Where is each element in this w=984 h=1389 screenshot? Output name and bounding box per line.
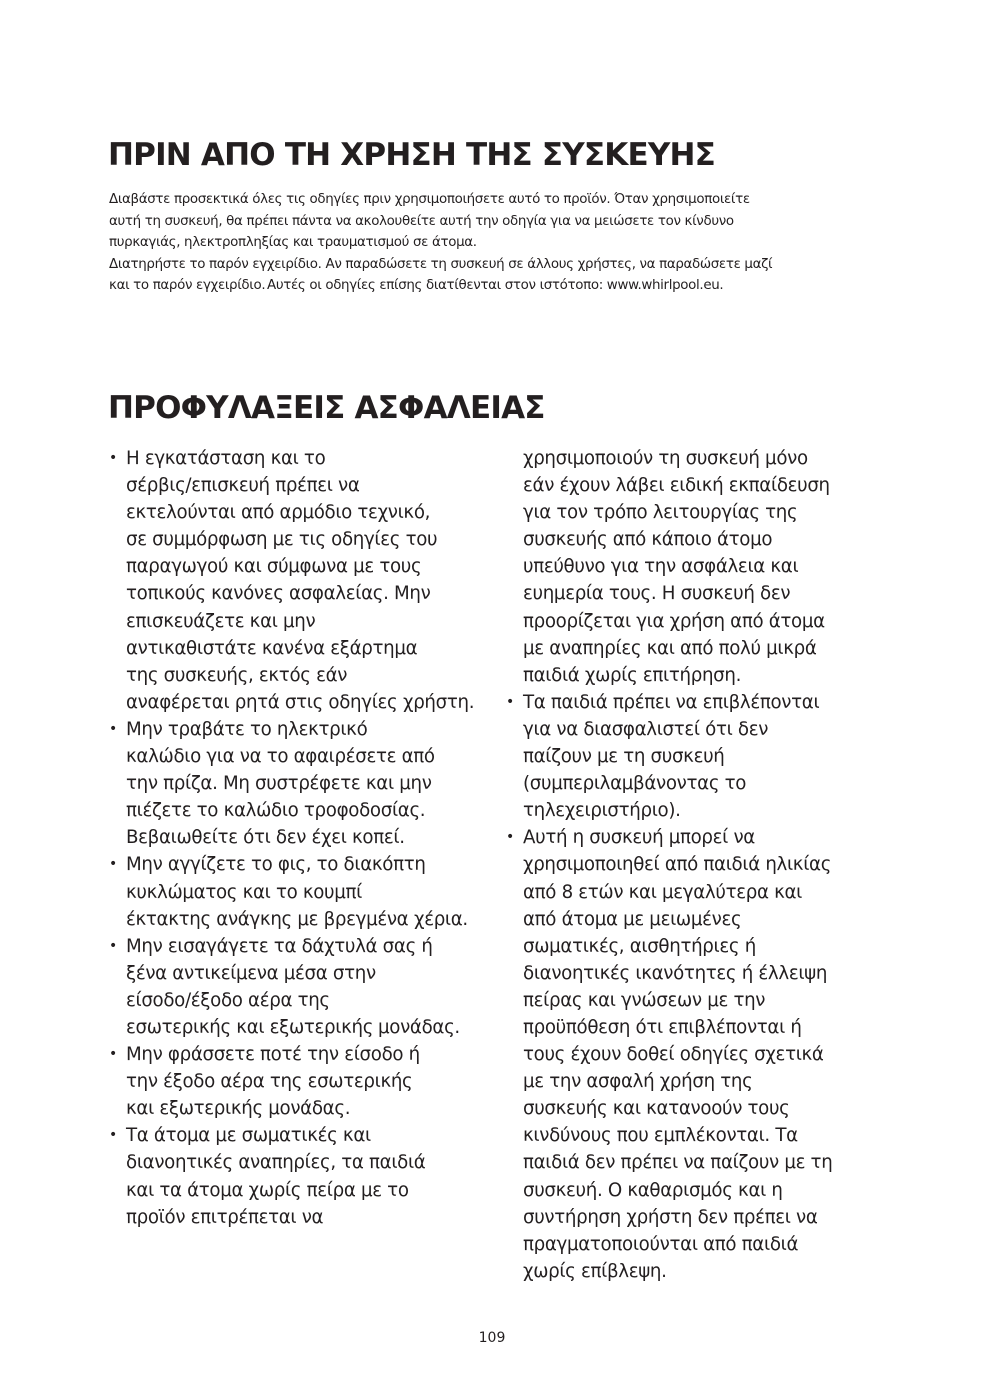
list-item-line: παίζουν με τη συσκευή bbox=[523, 746, 725, 768]
list-item-line: προορίζεται για χρήση από άτομα bbox=[523, 610, 825, 632]
list-item-line: πιέζετε το καλώδιο τροφοδοσίας. bbox=[126, 800, 426, 822]
intro-line: Αυτές οι οδηγίες επίσης διατίθενται στον ιστότοπο: www.whirlpool.eu. bbox=[267, 277, 724, 293]
list-item-line: Μην φράσσετε ποτέ την είσοδο ή bbox=[126, 1044, 420, 1066]
list-item-line: τηλεχειριστήριο). bbox=[523, 800, 681, 822]
list-item-line: Τα παιδιά πρέπει να επιβλέπονται bbox=[523, 691, 820, 713]
list-item-line: τοπικούς κανόνες ασφαλείας. Μην bbox=[126, 583, 431, 605]
list-item-line: προϊόν επιτρέπεται να bbox=[126, 1206, 324, 1228]
list-item-line: χρησιμοποιηθεί από παιδιά ηλικίας bbox=[523, 854, 832, 876]
section-title-safety-precautions: ΠΡΟΦΥΛΑΞΕΙΣ ΑΣΦΑΛΕΙΑΣ bbox=[108, 390, 545, 426]
safety-list-item-continuation bbox=[505, 445, 885, 689]
safety-list-item bbox=[108, 716, 488, 851]
list-item-line: πραγματοποιούνται από παιδιά bbox=[523, 1233, 799, 1255]
safety-list-item bbox=[108, 851, 488, 932]
safety-list-right-column bbox=[505, 445, 885, 1285]
list-item-line: με την ασφαλή χρήση της bbox=[523, 1071, 753, 1093]
list-item-line: διανοητικές ικανότητες ή έλλειψη bbox=[523, 962, 828, 984]
list-item-line: υπεύθυνο για την ασφάλεια και bbox=[523, 556, 799, 578]
list-item-line: ευημερία τους. Η συσκευή δεν bbox=[523, 583, 791, 605]
list-item-line: συσκευή. Ο καθαρισμός και η bbox=[523, 1179, 783, 1201]
list-item-line: Η εγκατάσταση και το bbox=[126, 448, 326, 469]
list-item-line: καλώδιο για να το αφαιρέσετε από bbox=[126, 746, 435, 768]
list-item-line: χέρια. bbox=[413, 908, 468, 930]
list-item-line: είσοδο/έξοδο αέρα της bbox=[126, 989, 330, 1011]
list-item-line: για να διασφαλιστεί ότι δεν bbox=[523, 718, 769, 740]
list-item-line: παιδιά δεν πρέπει να παίζουν με τη bbox=[523, 1152, 833, 1174]
list-item-line: συσκευής και κατανοούν τους bbox=[523, 1098, 790, 1120]
list-item-line: χρήστη. bbox=[402, 691, 474, 713]
intro-line: πυρκαγιάς, ηλεκτροπληξίας και τραυματισμού σε άτομα. bbox=[109, 234, 477, 250]
safety-list-left-column bbox=[108, 445, 488, 1231]
list-item-line: συντήρηση χρήστη δεν πρέπει να bbox=[523, 1206, 818, 1228]
list-item-line: ξένα αντικείμενα μέσα στην bbox=[126, 962, 376, 984]
list-item-line: κινδύνους που εμπλέκονται. Τα bbox=[523, 1125, 798, 1147]
list-item-line: αναφέρεται ρητά στις οδηγίες bbox=[126, 691, 398, 713]
safety-list-item bbox=[108, 1041, 488, 1122]
list-item-line: μονάδας. bbox=[377, 1016, 460, 1038]
list-item-line: παραγωγού και σύμφωνα με τους bbox=[126, 556, 422, 578]
list-item-line: Αυτή η συσκευή μπορεί να bbox=[523, 827, 755, 849]
list-item-line: Τα άτομα με σωματικές και bbox=[126, 1125, 371, 1147]
intro-line: Διατηρήστε το παρόν εγχειρίδιο. Αν παραδώσετε τη συσκευή σε άλλους χρήστες, να παραδώσετε μαζί bbox=[109, 255, 773, 272]
list-item-line: Μην αγγίζετε το φις, το διακόπτη bbox=[126, 854, 426, 876]
safety-list-item bbox=[108, 445, 488, 716]
intro-line: Διαβάστε προσεκτικά όλες τις οδηγίες πριν χρησιμοποιήσετε αυτό το προϊόν. Όταν χρησιμοποιείτε bbox=[109, 191, 750, 207]
list-item-line: την έξοδο αέρα της εσωτερικής bbox=[126, 1071, 413, 1093]
list-item-line: αντικαθιστάτε κανένα εξάρτημα bbox=[126, 637, 418, 659]
intro-line: αυτή τη συσκευή, θα πρέπει πάντα να ακολουθείτε αυτή την οδηγία για να μειώσετε τον κίνδυνο bbox=[109, 212, 734, 229]
list-item-line: κυκλώματος και το κουμπί bbox=[126, 881, 362, 903]
intro-paragraph bbox=[109, 189, 889, 297]
list-item-line: Μην τραβάτε το ηλεκτρικό bbox=[126, 718, 368, 740]
list-item-line: τους έχουν δοθεί οδηγίες σχετικά bbox=[523, 1044, 824, 1066]
list-item-line: της συσκευής, εκτός εάν bbox=[126, 664, 348, 686]
list-item-line: χρησιμοποιούν τη συσκευή μόνο bbox=[523, 448, 808, 469]
safety-list-item bbox=[108, 1122, 488, 1230]
list-item-line: σωματικές, αισθητήριες ή bbox=[523, 935, 756, 957]
list-item-line: εάν έχουν λάβει ειδική εκπαίδευση bbox=[523, 475, 830, 497]
list-item-line: έκτακτης ανάγκης με βρεγμένα bbox=[126, 908, 409, 930]
list-item-line: εκτελούνται από αρμόδιο τεχνικό, bbox=[126, 502, 431, 524]
list-item-line: από 8 ετών και μεγαλύτερα και bbox=[523, 881, 802, 903]
list-item-line: Βεβαιωθείτε ότι δεν έχει κοπεί. bbox=[126, 827, 405, 849]
list-item-line: από άτομα με μειωμένες bbox=[523, 908, 742, 930]
list-item-line: σε συμμόρφωση με τις οδηγίες του bbox=[126, 529, 438, 551]
list-item-line: προϋπόθεση ότι επιβλέπονται ή bbox=[523, 1016, 802, 1038]
list-item-line: για τον τρόπο λειτουργίας της bbox=[523, 502, 798, 524]
list-item-line: πείρας και γνώσεων με την bbox=[523, 989, 766, 1011]
list-item-line: και εξωτερικής μονάδας. bbox=[126, 1098, 351, 1120]
list-item-line: (συμπεριλαμβάνοντας το bbox=[523, 773, 747, 795]
list-item-line: με αναπηρίες και από πολύ μικρά bbox=[523, 637, 817, 659]
list-item-line: διανοητικές αναπηρίες, τα παιδιά bbox=[126, 1152, 426, 1174]
safety-list-item bbox=[108, 933, 488, 1041]
list-item-line: χωρίς επίβλεψη. bbox=[523, 1260, 667, 1282]
list-item-line: εσωτερικής και εξωτερικής bbox=[126, 1016, 374, 1038]
list-item-line: Μην εισαγάγετε τα δάχτυλά σας ή bbox=[126, 935, 433, 957]
intro-line: και το παρόν εγχειρίδιο. bbox=[109, 277, 266, 293]
list-item-line: συσκευής από κάποιο άτομο bbox=[523, 529, 773, 551]
safety-list-item bbox=[505, 689, 885, 824]
list-item-line: και τα άτομα χωρίς πείρα με το bbox=[126, 1179, 409, 1201]
list-item-line: επισκευάζετε και μην bbox=[126, 610, 316, 632]
list-item-line: την πρίζα. Μη συστρέφετε και μην bbox=[126, 773, 432, 795]
section-title-before-use: ΠΡΙΝ ΑΠΟ ΤΗ ΧΡΗΣΗ ΤΗΣ ΣΥΣΚΕΥΗΣ bbox=[108, 137, 716, 173]
page-number: 109 bbox=[478, 1330, 506, 1346]
list-item-line: παιδιά χωρίς επιτήρηση. bbox=[523, 664, 742, 686]
list-item-line: σέρβις/επισκευή πρέπει να bbox=[126, 475, 360, 497]
safety-list-item bbox=[505, 824, 885, 1285]
